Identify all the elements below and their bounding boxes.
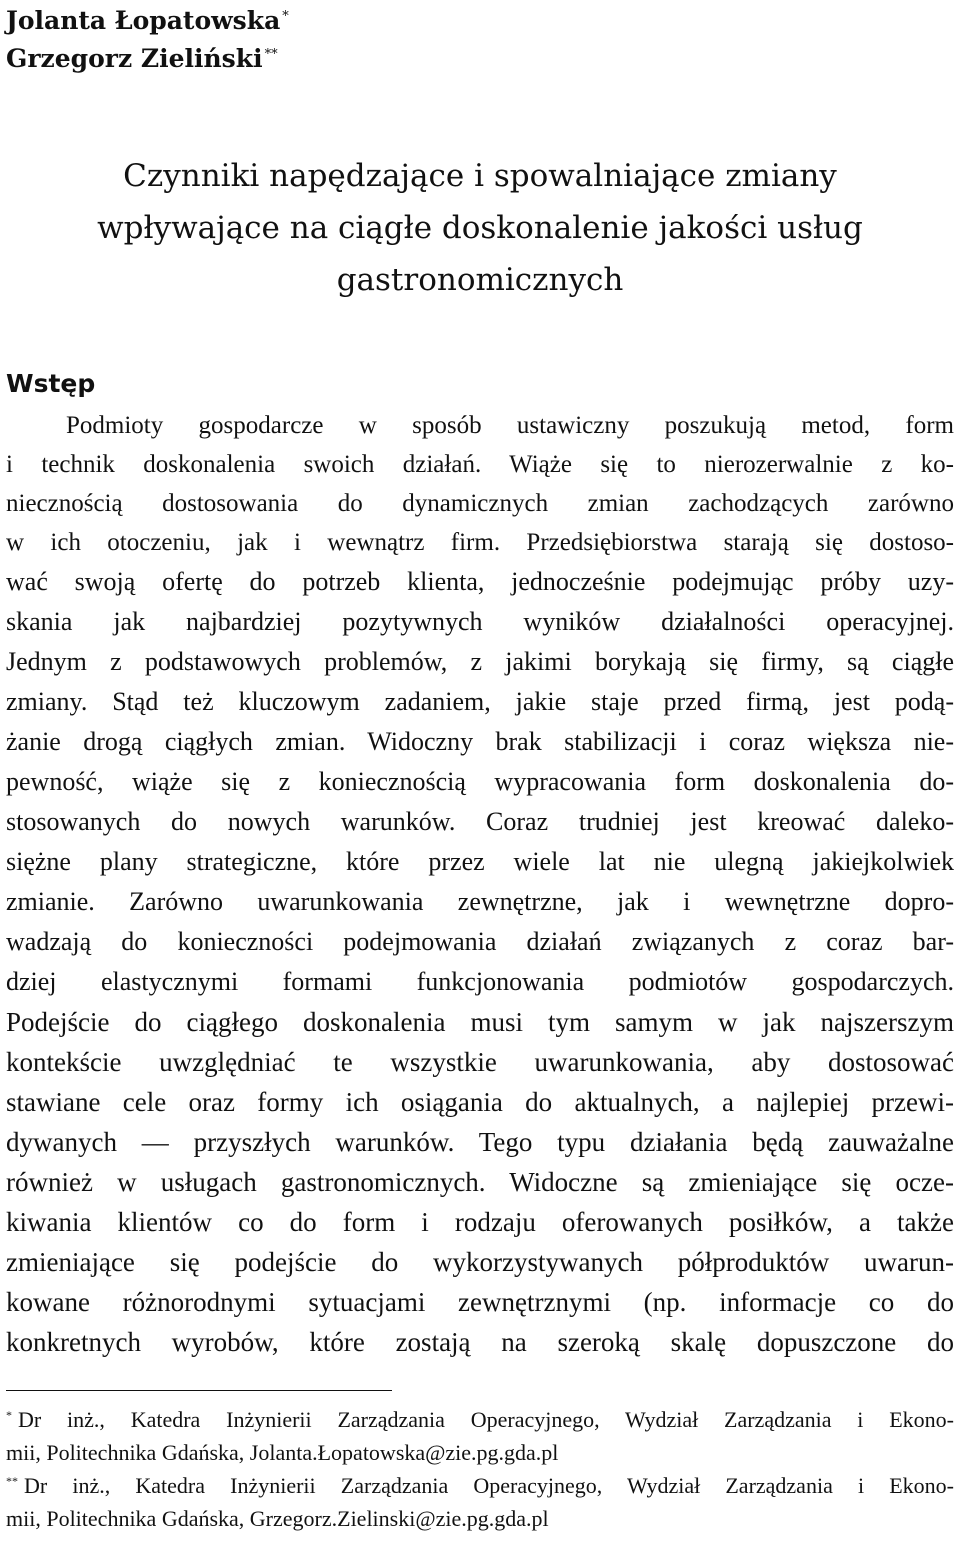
body-line: wać swoją ofertę do potrzeb klienta, jednocześnie podejmując próby uzy- bbox=[6, 567, 954, 596]
section-heading: Wstęp bbox=[6, 369, 96, 398]
footnote-2-cont: mii, Politechnika Gdańska, Grzegorz.Zielinski@zie.pg.gda.pl bbox=[6, 1506, 549, 1531]
body-line: Podmioty gospodarcze w sposób ustawiczny poszukują metod, form bbox=[66, 412, 954, 439]
body-line: zmianie. Zarówno uwarunkowania zewnętrzne, jak i wewnętrzne dopro- bbox=[6, 887, 954, 916]
body-text bbox=[6, 406, 954, 1362]
body-line: skania jak najbardziej pozytywnych wyników działalności operacyjnej. bbox=[6, 607, 954, 636]
footnote-2 bbox=[6, 1469, 954, 1502]
body-line: w ich otoczeniu, jak i wewnątrz firm. Przedsiębiorstwa starają się dostoso- bbox=[6, 529, 954, 556]
footnote-1-cont: mii, Politechnika Gdańska, Jolanta.Łopatowska@zie.pg.gda.pl bbox=[6, 1440, 559, 1465]
body-line: pewność, wiąże się z koniecznością wypracowania form doskonalenia do- bbox=[6, 767, 954, 796]
footnote-text: Dr inż., Katedra Inżynierii Zarządzania Operacyjnego, Wydział Zarządzania i Ekono- bbox=[24, 1473, 954, 1498]
body-line: wadzają do konieczności podejmowania działań związanych z coraz bar- bbox=[6, 927, 954, 956]
body-line: również w usługach gastronomicznych. Widoczne są zmieniające się ocze- bbox=[6, 1167, 954, 1197]
body-line: Jednym z podstawowych problemów, z jakimi borykają się firmy, są ciągłe bbox=[6, 647, 954, 676]
footnotes bbox=[6, 1403, 954, 1535]
paper-title bbox=[20, 150, 940, 306]
footnote-separator bbox=[6, 1390, 392, 1391]
body-line: zmiany. Stąd też kluczowym zadaniem, jakie staje przed firmą, jest podą- bbox=[6, 687, 954, 716]
author-name: Grzegorz Zieliński bbox=[6, 44, 263, 73]
body-line: kontekście uwzględniać te wszystkie uwarunkowania, aby dostosować bbox=[6, 1047, 954, 1077]
body-line: zmieniające się podejście do wykorzystywanych półproduktów uwarun- bbox=[6, 1247, 954, 1277]
author-name: Jolanta Łopatowska bbox=[6, 6, 281, 35]
body-line: stosowanych do nowych warunków. Coraz trudniej jest kreować daleko- bbox=[6, 807, 954, 836]
footnote-mark: * bbox=[282, 8, 289, 24]
footnote-mark: ** bbox=[264, 46, 278, 62]
title-line: wpływające na ciągłe doskonalenie jakości usług bbox=[97, 210, 863, 246]
body-line: żanie drogą ciągłych zmian. Widoczny brak stabilizacji i coraz większa nie- bbox=[6, 727, 954, 756]
body-line: siężne plany strategiczne, które przez wiele lat nie ulegną jakiejkolwiek bbox=[6, 847, 954, 876]
author-1 bbox=[6, 2, 289, 40]
body-line: dywanych — przyszłych warunków. Tego typu działania będą zauważalne bbox=[6, 1127, 954, 1157]
footnote-mark: * bbox=[6, 1407, 12, 1422]
body-line: i technik doskonalenia swoich działań. Wiąże się to nierozerwalnie z ko- bbox=[6, 451, 954, 478]
author-list bbox=[6, 2, 289, 78]
body-line: Podejście do ciągłego doskonalenia musi tym samym w jak najszerszym bbox=[6, 1007, 954, 1037]
body-line: stawiane cele oraz formy ich osiągania do aktualnych, a najlepiej przewi- bbox=[6, 1087, 954, 1117]
body-line: konkretnych wyrobów, które zostają na szeroką skalę dopuszczone do bbox=[6, 1327, 954, 1357]
body-line: dziej elastycznymi formami funkcjonowania podmiotów gospodarczych. bbox=[6, 967, 954, 996]
author-2 bbox=[6, 40, 289, 78]
body-line: kowane różnorodnymi sytuacjami zewnętrznymi (np. informacje co do bbox=[6, 1287, 954, 1317]
footnote-mark: ** bbox=[6, 1473, 18, 1488]
title-line: Czynniki napędzające i spowalniające zmiany bbox=[123, 158, 837, 194]
footnote-text: Dr inż., Katedra Inżynierii Zarządzania Operacyjnego, Wydział Zarządzania i Ekono- bbox=[18, 1407, 954, 1432]
title-line: gastronomicznych bbox=[336, 262, 624, 298]
body-line: niecznością dostosowania do dynamicznych zmian zachodzących zarówno bbox=[6, 490, 954, 517]
body-line: kiwania klientów co do form i rodzaju oferowanych posiłków, a także bbox=[6, 1207, 954, 1237]
footnote-1 bbox=[6, 1403, 954, 1436]
